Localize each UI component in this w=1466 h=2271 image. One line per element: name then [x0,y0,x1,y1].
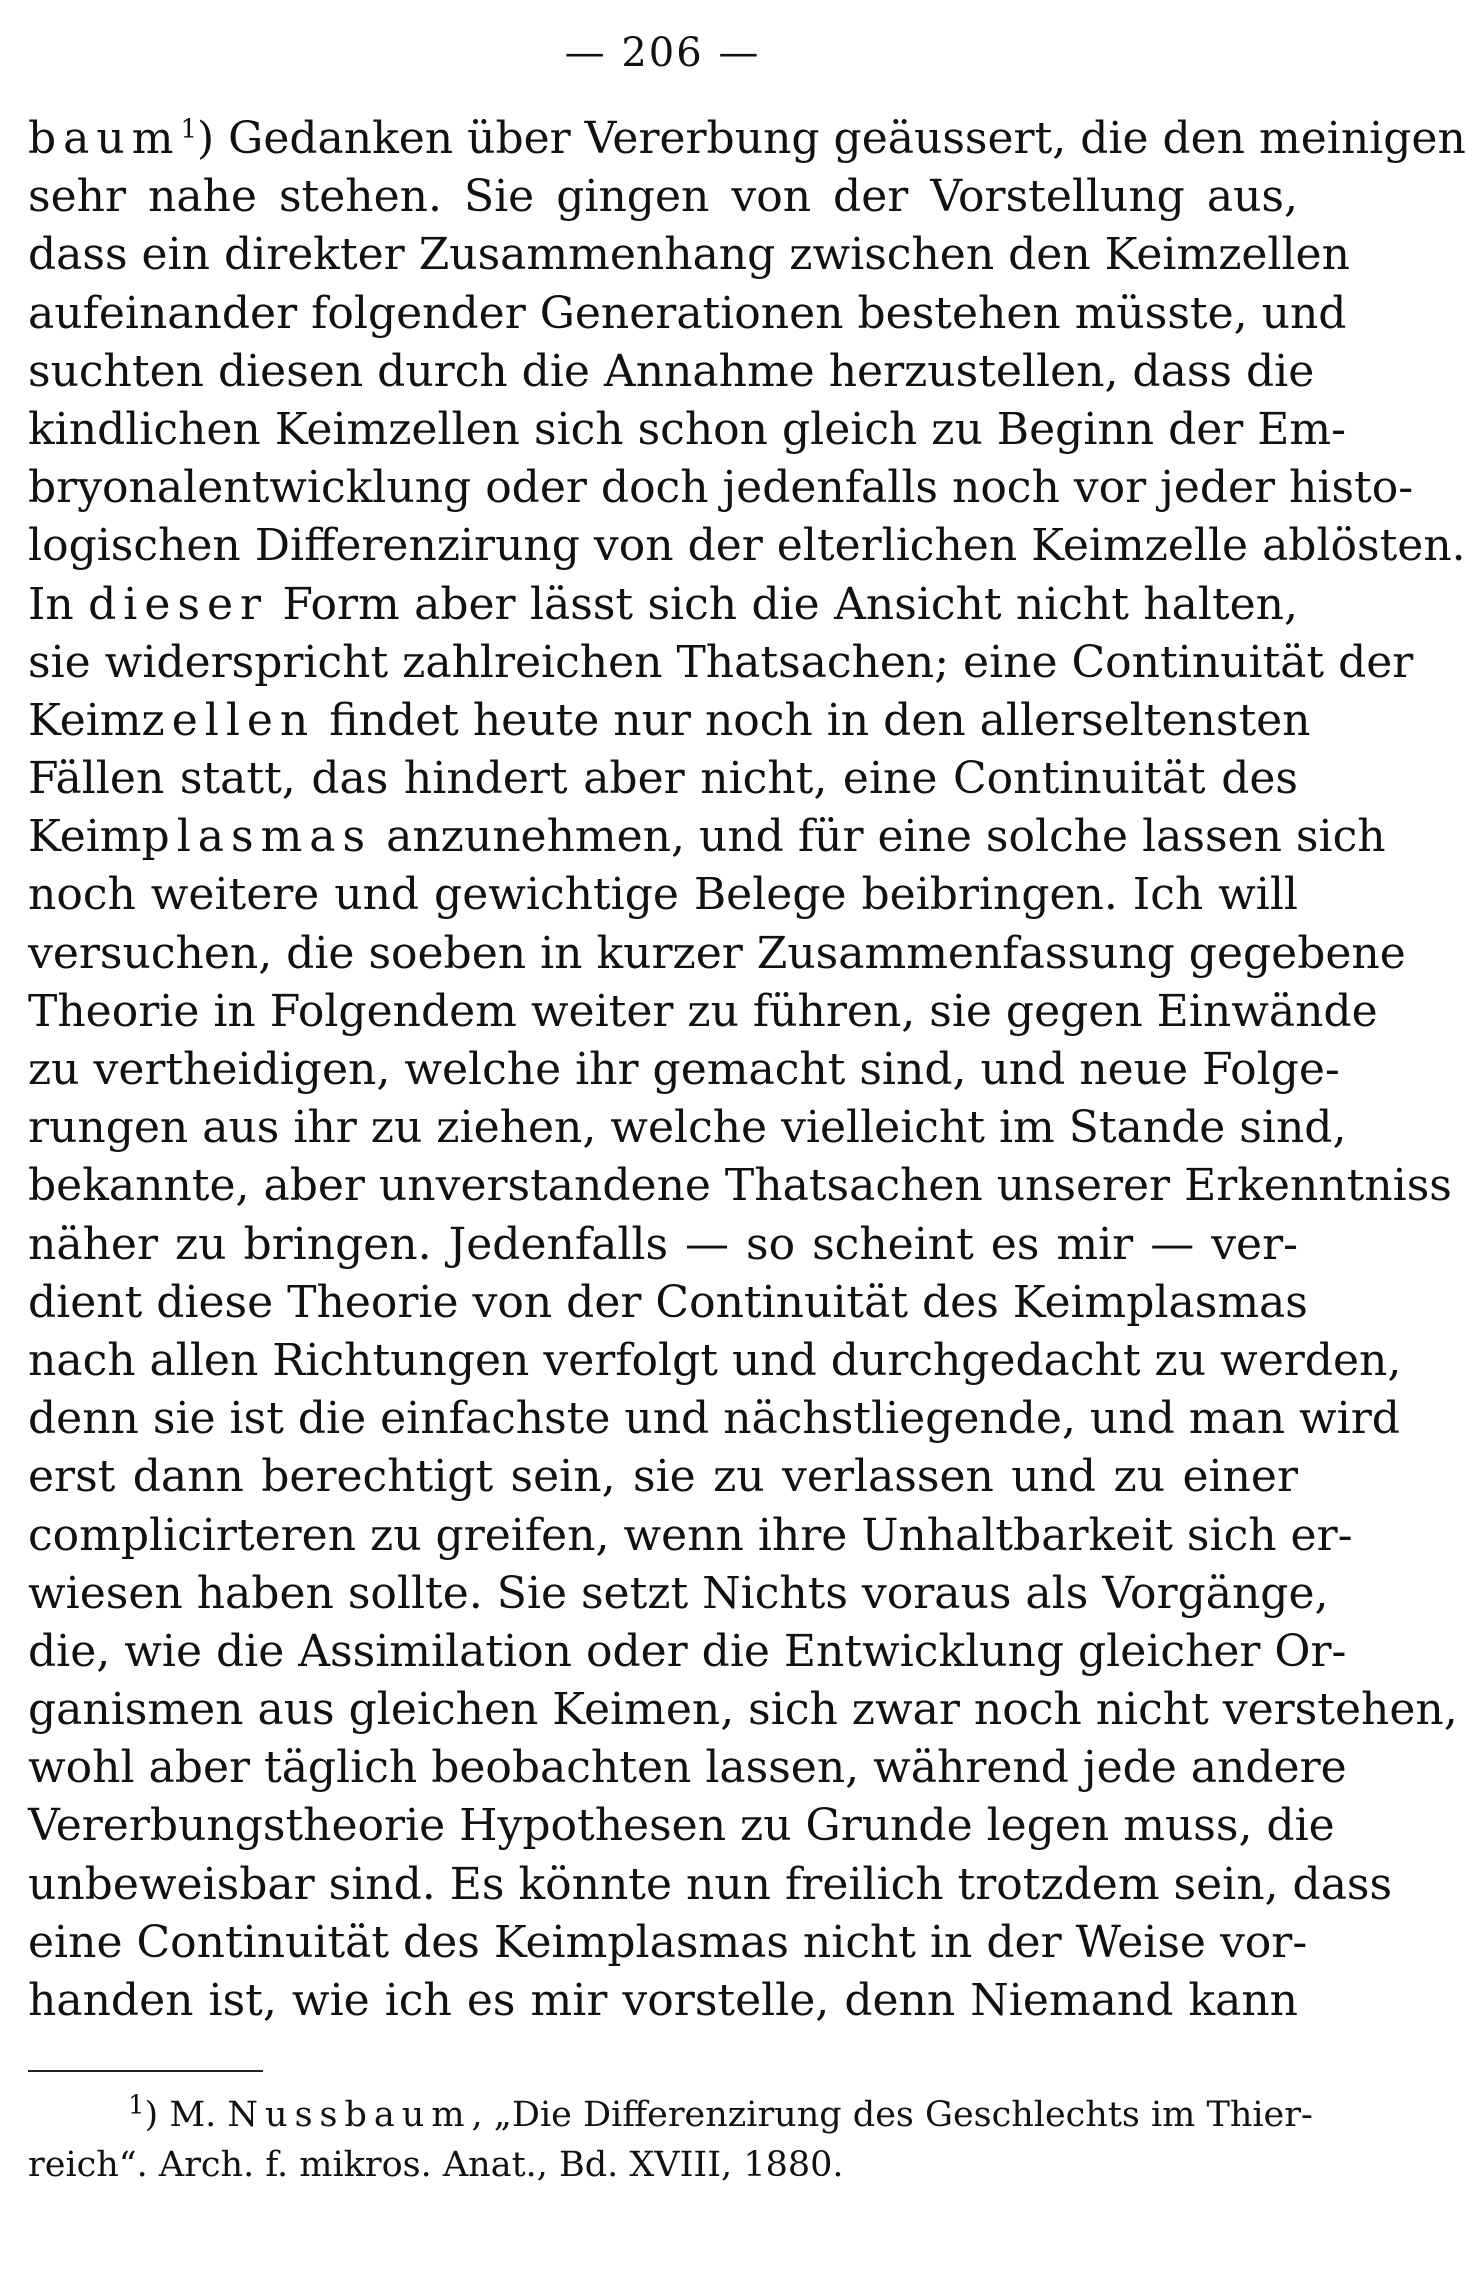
text-line [28,576,1298,634]
text-line [28,1099,1347,1157]
text-line [28,1565,1329,1623]
text-segment: zu vertheidigen, welche ihr gemacht sind, und neue Folge- [28,1044,1340,1095]
footnote-divider [28,2070,263,2072]
text-segment: findet heute nur noch in den allerseltensten [315,694,1311,746]
text-segment: erst dann berechtigt sein, sie zu verlassen und zu einer [28,1451,1298,1503]
text-line [28,634,1414,692]
text-segment: bryonalentwicklung oder doch jedenfalls noch vor jeder histo- [28,462,1414,514]
text-segment: bekannte, aber unverstandene Thatsachen unserer Erkenntniss [28,1160,1452,1212]
text-segment: dient diese Theorie von der Continuität des Keimplasmas [28,1276,1308,1328]
spaced-emphasis: Nussbaum [227,2095,472,2135]
text-line [28,1797,1335,1855]
body-text [28,110,1466,2030]
spaced-emphasis: zellen [141,694,316,746]
text-line [28,1914,1308,1972]
text-line [28,401,1347,459]
text-segment: wohl aber täglich beobachten lassen, während jede andere [28,1742,1347,1794]
text-line [28,1681,1458,1739]
text-segment: Theorie in Folgendem weiter zu führen, sie gegen Einwände [28,985,1378,1037]
text-line [28,459,1414,517]
text-segment: die, wie die Assimilation oder die Entwicklung gleicher Or- [28,1625,1347,1677]
footnote-marker: 1 [128,2090,145,2121]
text-line [28,1390,1400,1448]
text-segment: kindlichen Keimzellen sich schon gleich zu Beginn der Em- [28,403,1347,455]
text-segment: noch weitere und gewichtige Belege beibringen. Ich will [28,869,1298,921]
text-line [28,1332,1402,1390]
text-line [28,925,1406,983]
text-segment: handen ist, wie ich es mir vorstelle, denn Niemand kann [28,1975,1298,2026]
footnote-line [28,2090,1313,2140]
text-segment: , „Die Differenzirung des Geschlechts im Thier- [471,2095,1313,2135]
text-line [28,1972,1298,2030]
text-segment: anzunehmen, und für eine solche lassen sich [372,811,1386,863]
text-segment: In [28,578,89,630]
text-segment: unbeweisbar sind. Es könnte nun freilich trotzdem sein, dass [28,1858,1393,1910]
text-line [28,1157,1452,1215]
text-line [28,168,1298,226]
text-segment: Keim [28,694,142,746]
spaced-emphasis: plasmas [141,811,373,863]
text-segment: logischen Differenzirung von der elterlichen Keimzelle ablösten. [28,520,1466,572]
text-segment: ) Gedanken über Vererbung geäussert, die den meinigen [197,113,1466,164]
text-segment: Fällen statt, das hindert aber nicht, eine Continuität des [28,753,1298,805]
text-segment: Form aber lässt sich die Ansicht nicht halten, [268,578,1298,630]
text-line [28,692,1311,750]
footnotes [28,2090,1313,2190]
text-segment: nach allen Richtungen verfolgt und durchgedacht zu werden, [28,1334,1402,1386]
text-line [28,1623,1347,1681]
text-line [28,1274,1308,1332]
text-segment: rungen aus ihr zu ziehen, welche vielleicht im Stande sind, [28,1102,1347,1154]
text-line [28,285,1347,343]
text-segment: Keim [28,811,142,863]
spaced-emphasis: baum [28,113,181,164]
text-segment: aufeinander folgender Generationen bestehen müsste, und [28,287,1347,339]
text-segment: sie widerspricht zahlreichen Thatsachen; eine Continuität der [28,636,1414,688]
text-line [28,866,1298,924]
footnote-line [28,2140,1298,2190]
text-segment: näher zu bringen. Jedenfalls — so scheint es mir — ver- [28,1218,1298,1270]
footnote-marker: 1 [180,114,198,145]
text-segment: sehr nahe stehen. Sie gingen von der Vorstellung aus, [28,171,1298,223]
text-segment: ) M. [144,2095,228,2135]
text-line [28,1507,1353,1565]
text-segment: suchten diesen durch die Annahme herzustellen, dass die [28,345,1315,397]
text-segment: denn sie ist die einfachste und nächstliegende, und man wird [28,1393,1400,1445]
text-segment: versuchen, die soeben in kurzer Zusammenfassung gegebene [28,927,1406,979]
text-segment: dass ein direkter Zusammenhang zwischen den Keimzellen [28,229,1350,281]
text-line [28,983,1378,1041]
text-line [28,110,1466,168]
text-line [28,1448,1298,1506]
text-line [28,226,1350,284]
text-segment: reich“. Arch. f. mikros. Anat., Bd. XVIII, 1880. [28,2145,844,2185]
text-line [28,343,1315,401]
text-segment: eine Continuität des Keimplasmas nicht in der Weise vor- [28,1916,1308,1968]
text-segment: complicirteren zu greifen, wenn ihre Unhaltbarkeit sich er- [28,1509,1353,1561]
text-segment: wiesen haben sollte. Sie setzt Nichts voraus als Vorgänge, [28,1567,1329,1619]
text-line [28,808,1386,866]
text-line [28,1216,1298,1274]
spaced-emphasis: dieser [88,578,269,630]
text-segment: Vererbungstheorie Hypothesen zu Grunde legen muss, die [28,1800,1335,1852]
text-line [28,1856,1393,1914]
text-line [28,1739,1347,1797]
text-line [28,517,1466,575]
text-line [28,750,1298,808]
page-number: — 206 — [564,30,761,76]
text-segment: ganismen aus gleichen Keimen, sich zwar noch nicht verstehen, [28,1684,1458,1736]
text-line [28,1041,1340,1099]
